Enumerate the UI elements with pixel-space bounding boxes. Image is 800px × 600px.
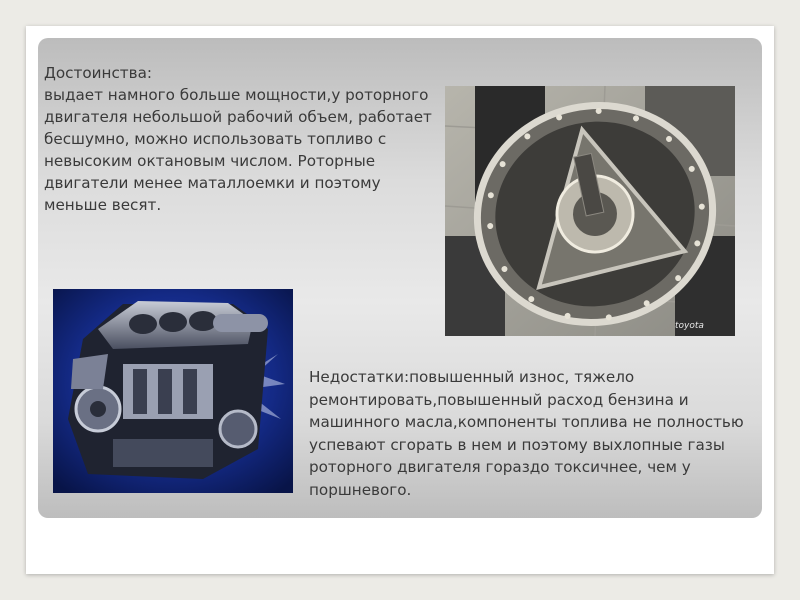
rotary-engine-drawing <box>445 86 735 336</box>
rotary-engine-photo <box>445 86 735 336</box>
advantages-heading: Достоинства: <box>44 64 153 82</box>
engine-illustration <box>53 289 293 493</box>
disadvantages-text: Недостатки:повышенный износ, тяжело ремонтировать,повышенный расход бензина и машинного масла,компоненты топлива не полностью успевают сгорать в нем и поэтому выхлопные газы роторного двигателя гораздо токсичнее, чем у поршневого. <box>309 368 744 499</box>
advantages-text <box>44 62 444 216</box>
engine-drawing <box>53 289 293 493</box>
advantages-body: выдает намного больше мощности,у роторного двигателя небольшой рабочий объем, работает бесшумно, можно использовать топливо с невысоким октановым числом. Роторные двигатели менее маталлоемки и поэтому меньше весят. <box>44 86 432 214</box>
photo-watermark: toyota <box>675 321 704 331</box>
